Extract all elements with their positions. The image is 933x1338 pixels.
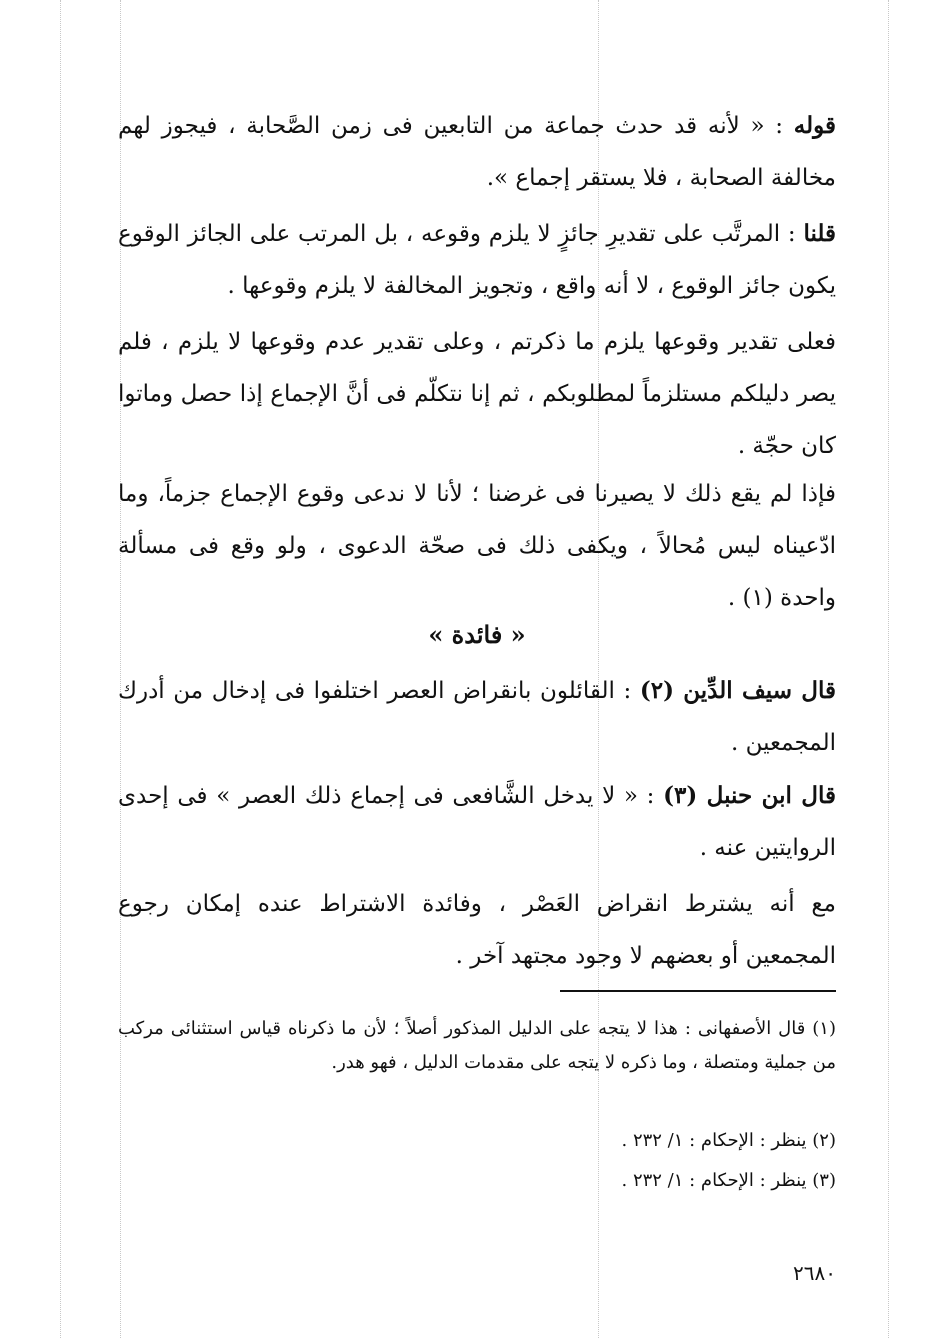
footnote-1: (١) قال الأصفهانى : هذا لا يتجه على الدليل المذكور أصلاً ؛ لأن ما ذكرناه قياس استثنائى مركب من جملية ومتصلة ، وما ذكره لا يتجه على مقدمات الدليل ، فهو هدر. [118, 1018, 836, 1073]
section-heading: « فائدة » [428, 620, 526, 649]
footnote-separator [560, 990, 836, 992]
paragraph-3: فعلى تقدير وقوعها يلزم ما ذكرتم ، وعلى تقدير عدم وقوعها لا يلزم ، فلم يصر دليلكم مستلزماً لمطلوبكم ، ثم إنا نتكلّم فى أنَّ الإجماع إذا حصل وماتوا كان حجّة . [118, 329, 836, 459]
footnote-3: (٣) ينظر : الإحكام : ١/ ٢٣٢ . [621, 1170, 836, 1191]
paragraph-2: قلنا : المرتَّب على تقديرِ جائزٍ لا يلزم وقوعه ، بل المرتب على الجائز الوقوع يكون جائز الوقوع ، لا أنه واقع ، وتجويز المخالفة لا يلزم وقوعها . [118, 220, 836, 299]
paragraph-7: مع أنه يشترط انقراض العَصْر ، وفائدة الاشتراط عنده إمكان رجوع المجمعين أو بعضهم لا وجود مجتهد آخر . [118, 891, 836, 969]
scan-dotted-line [60, 0, 61, 1338]
paragraph-1: قوله : « لأنه قد حدث جماعة من التابعين فى زمن الصَّحابة ، فيجوز لهم مخالفة الصحابة ، فلا يستقر إجماع ». [118, 112, 836, 191]
footnote-2: (٢) ينظر : الإحكام : ١/ ٢٣٢ . [621, 1130, 836, 1151]
paragraph-6: قال ابن حنبل (٣) : « لا يدخل الشَّافعى فى إجماع ذلك العصر » فى إحدى الروايتين عنه . [118, 782, 836, 861]
page-number: ٢٦٨٠ [793, 1261, 836, 1285]
scan-dotted-line [888, 0, 889, 1338]
paragraph-4: فإذا لم يقع ذلك لا يصيرنا فى غرضنا ؛ لأنا لا ندعى وقوع الإجماع جزماً، وما ادّعيناه ليس مُحالاً ، ويكفى ذلك فى صحّة الدعوى ، ولو وقع فى مسألة واحدة (١) . [118, 481, 836, 611]
paragraph-5: قال سيف الدِّين (٢) : القائلون بانقراض العصر اختلفوا فى إدخال من أدرك المجمعين . [118, 677, 836, 756]
